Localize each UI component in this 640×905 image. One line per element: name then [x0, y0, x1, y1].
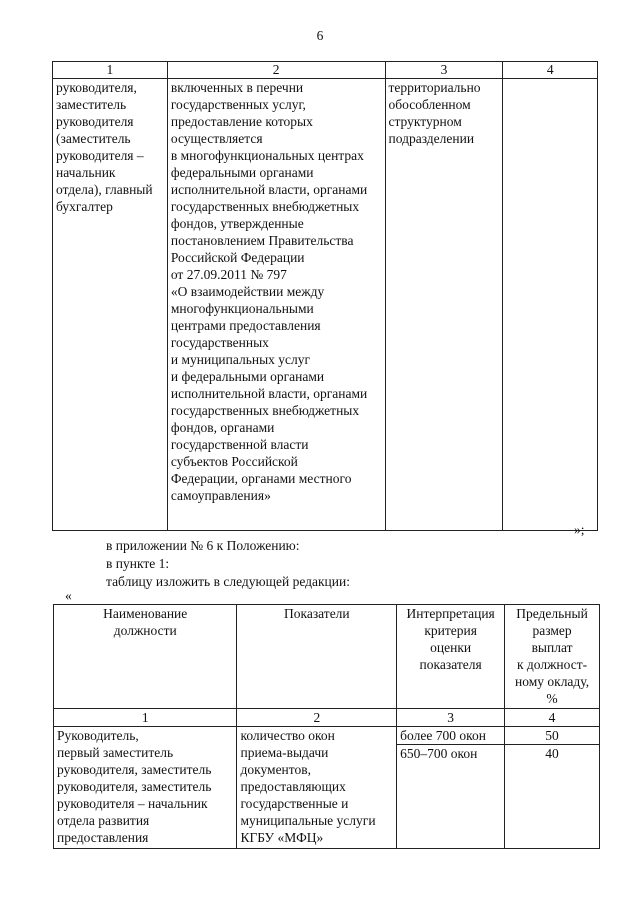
column-number: 1 — [53, 62, 168, 79]
closing-quote: »; — [574, 522, 585, 537]
header-position: Наименование должности — [54, 605, 237, 709]
column-number-row — [53, 62, 598, 79]
column-number: 3 — [397, 709, 505, 727]
column-number: 2 — [237, 709, 397, 727]
paragraph-appendix: в приложении № 6 к Положению: — [106, 538, 300, 553]
interpretation-cell: 650–700 окон — [397, 745, 505, 849]
column-number: 1 — [54, 709, 237, 727]
paragraph-instruction: таблицу изложить в следующей редакции: — [106, 574, 350, 589]
table-row — [53, 79, 598, 531]
header-indicators: Показатели — [237, 605, 397, 709]
column-number-row — [54, 709, 600, 727]
description-cell: включенных в перечни государственных услуг, предоставление которых осуществляется в многофункциональных центрах федеральными органами исполнительной власти, органами государственных внебюджетных фондов, утвержденные постановлением Правительства Российской Федерации от 27.09.2011 № 797 «О взаимодействии между многофункциональными центрами предоставления государственных и муниципальных услуг и федеральными органами исполнительной власти, органами государственных внебюджетных фондов, органами государственной власти субъектов Российской Федерации, органами местного самоуправления» — [167, 79, 385, 531]
paragraph-item: в пункте 1: — [106, 556, 170, 571]
table-row — [54, 727, 600, 745]
position-cell: руководителя, заместитель руководителя (заместитель руководителя – начальник отдела), главный бухгалтер — [53, 79, 168, 531]
interpretation-cell: более 700 окон — [397, 727, 505, 745]
column-number: 4 — [505, 709, 600, 727]
value-cell: 40 — [505, 745, 600, 849]
new-table — [53, 604, 600, 849]
page-number: 6 — [316, 28, 324, 43]
column-number: 4 — [503, 62, 598, 79]
header-interpretation: Интерпретация критерия оценки показателя — [397, 605, 505, 709]
continued-table — [52, 61, 598, 531]
header-max-payment: Предельный размер выплат к должност- ному окладу, % — [505, 605, 600, 709]
indicator-cell: количество окон приема-выдачи документов, предоставляющих государственные и муниципальные услуги КГБУ «МФЦ» — [237, 727, 397, 849]
header-row — [54, 605, 600, 709]
opening-quote: « — [65, 588, 72, 603]
location-cell: территориально обособленном структурном подразделении — [385, 79, 503, 531]
value-cell: 50 — [505, 727, 600, 745]
empty-cell — [503, 79, 598, 531]
column-number: 2 — [167, 62, 385, 79]
column-number: 3 — [385, 62, 503, 79]
position-cell: Руководитель, первый заместитель руководителя, заместитель руководителя, заместитель руководителя – начальник отдела развития предоставления — [54, 727, 237, 849]
